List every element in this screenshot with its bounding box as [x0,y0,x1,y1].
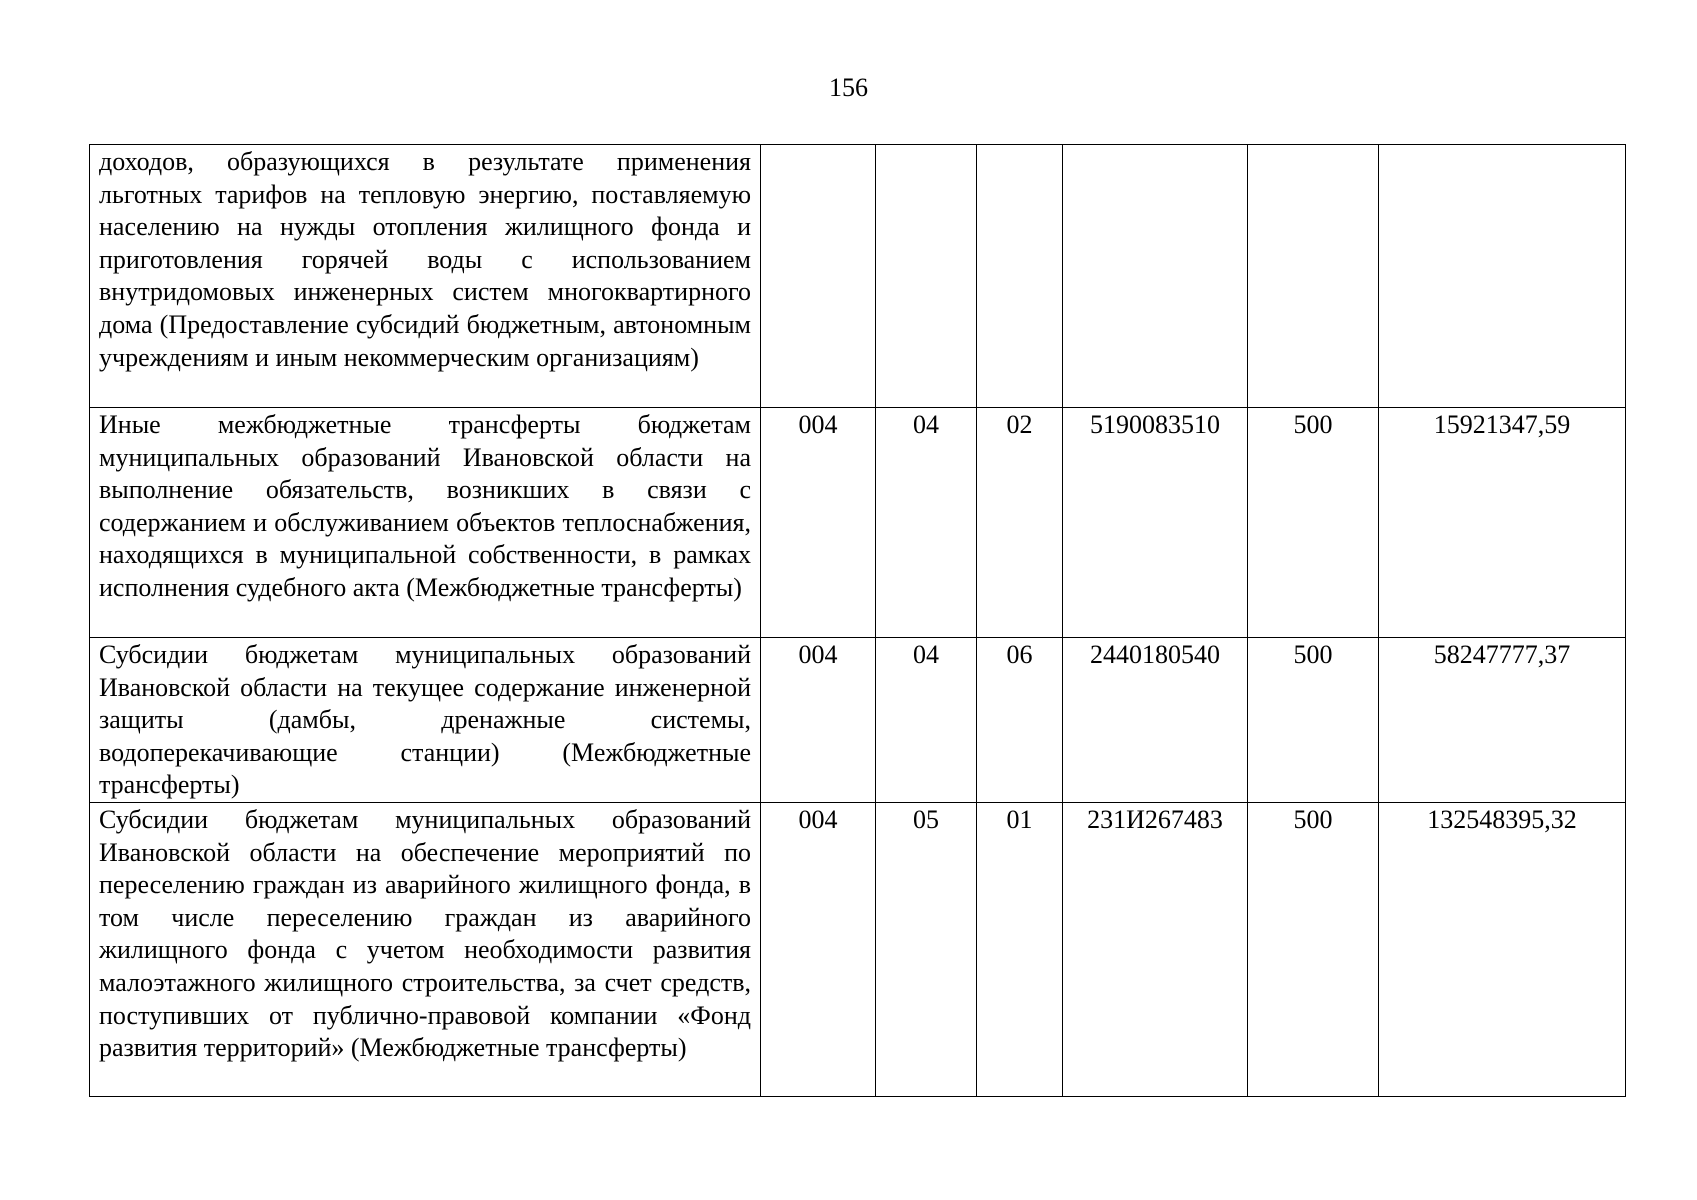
table-row [90,408,1626,638]
target-article-code: 2440180540 [1063,638,1248,803]
table-row [90,802,1626,1096]
page-number: 156 [829,73,868,102]
table-row [90,145,1626,408]
section-code: 05 [876,802,977,1096]
ministry-code: 004 [761,408,876,638]
amount: 132548395,32 [1379,802,1626,1096]
ministry-code: 004 [761,638,876,803]
row-description: Субсидии бюджетам муниципальных образований Ивановской области на обеспечение мероприятий по переселению граждан из аварийного жилищного фонда, в том числе переселению граждан из аварийного жилищного фонда с учетом необходимости развития малоэтажного жилищного строительства, за счет средств, поступивших от публично-правовой компании «Фонд развития территорий» (Межбюджетные трансферты) [90,802,761,1096]
row-description: доходов, образующихся в результате применения льготных тарифов на тепловую энергию, поставляемую населению на нужды отопления жилищного фонда и приготовления горячей воды с использованием внутридомовых инженерных систем многоквартирного дома (Предоставление субсидий бюджетным, автономным учреждениям и иным некоммерческим организациям) [90,145,761,408]
subsection-code: 02 [977,408,1063,638]
ministry-code [761,145,876,408]
expense-type-code: 500 [1248,802,1379,1096]
subsection-code [977,145,1063,408]
section-code: 04 [876,408,977,638]
section-code [876,145,977,408]
budget-table [89,144,1626,1097]
subsection-code: 06 [977,638,1063,803]
target-article-code: 5190083510 [1063,408,1248,638]
row-description: Субсидии бюджетам муниципальных образований Ивановской области на текущее содержание инженерной защиты (дамбы, дренажные системы, водоперекачивающие станции) (Межбюджетные трансферты) [90,638,761,803]
table-row [90,638,1626,803]
target-article-code: 231И267483 [1063,802,1248,1096]
amount: 15921347,59 [1379,408,1626,638]
amount [1379,145,1626,408]
ministry-code: 004 [761,802,876,1096]
row-description: Иные межбюджетные трансферты бюджетам муниципальных образований Ивановской области на выполнение обязательств, возникших в связи с содержанием и обслуживанием объектов теплоснабжения, находящихся в муниципальной собственности, в рамках исполнения судебного акта (Межбюджетные трансферты) [90,408,761,638]
target-article-code [1063,145,1248,408]
expense-type-code [1248,145,1379,408]
subsection-code: 01 [977,802,1063,1096]
expense-type-code: 500 [1248,638,1379,803]
section-code: 04 [876,638,977,803]
amount: 58247777,37 [1379,638,1626,803]
expense-type-code: 500 [1248,408,1379,638]
